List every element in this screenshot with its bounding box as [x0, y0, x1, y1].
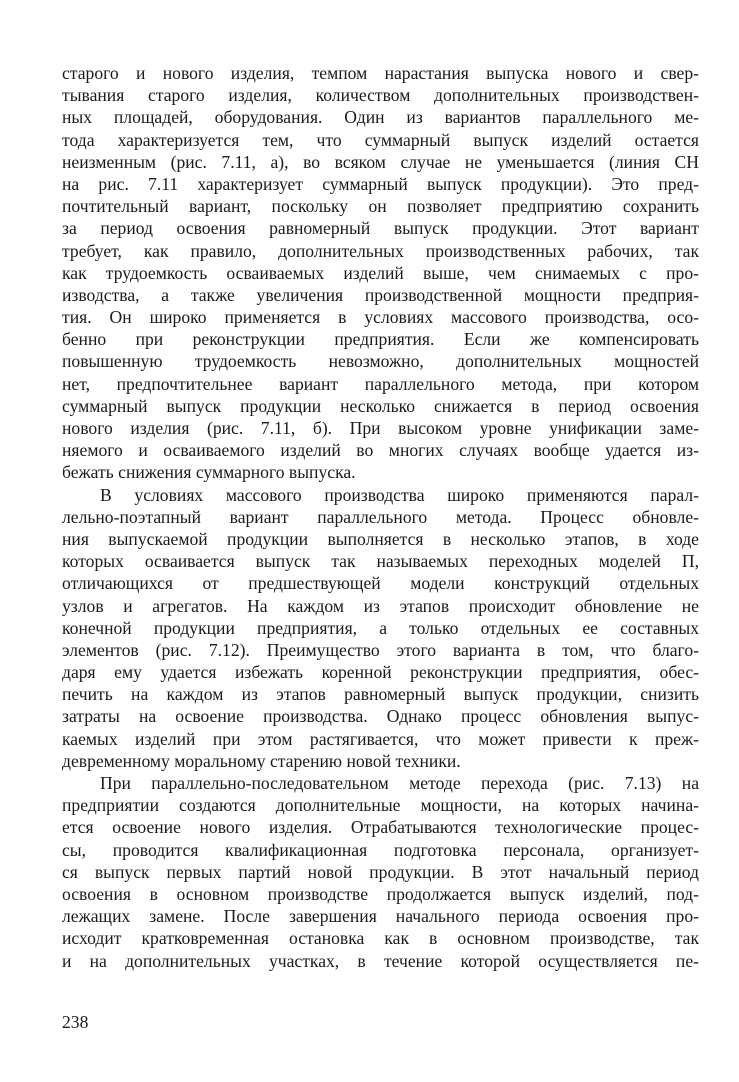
text-line: за период освоения равномерный выпуск продукции. Этот вариант	[62, 218, 699, 239]
paragraph-3	[62, 772, 699, 972]
text-line: старого и нового изделия, темпом нарастания выпуска нового и свер-	[62, 63, 699, 83]
text-line: тия. Он широко применяется в условиях массового производства, осо-	[62, 307, 699, 328]
text-line: на рис. 7.11 характеризует суммарный выпуск продукции). Это пред-	[62, 173, 699, 194]
text-line: требует, как правило, дополнительных производственных рабочих, так	[62, 240, 699, 261]
text-line: тода характеризуется тем, что суммарный выпуск изделий остается	[62, 129, 699, 150]
text-line: которых осваивается выпуск так называемых переходных моделей П,	[62, 551, 699, 572]
paragraph-1	[62, 62, 699, 484]
text-line: тывания старого изделия, количеством дополнительных производствен-	[62, 85, 699, 106]
text-line: суммарный выпуск продукции несколько снижается в период освоения	[62, 395, 699, 416]
text-line: предприятии создаются дополнительные мощности, на которых начина-	[62, 795, 699, 816]
text-line: узлов и агрегатов. На каждом из этапов происходит обновление не	[62, 595, 699, 616]
text-line: ных площадей, оборудования. Один из вариантов параллельного ме-	[62, 107, 699, 128]
text-line: изводства, а также увеличения производственной мощности предприя-	[62, 284, 699, 305]
text-line: элементов (рис. 7.12). Преимущество этого варианта в том, что благо-	[62, 639, 699, 660]
text-line: и на дополнительных участках, в течение которой осуществляется пе-	[62, 950, 699, 971]
text-line: лельно-поэтапный вариант параллельного метода. Процесс обновле-	[62, 506, 699, 527]
text-line: затраты на освоение производства. Однако процесс обновления выпус-	[62, 706, 699, 727]
text-line: повышенную трудоемкость невозможно, дополнительных мощностей	[62, 351, 699, 372]
text-line: девременному моральному старению новой техники.	[62, 750, 461, 771]
text-line: исходит кратковременная остановка как в основном производстве, так	[62, 928, 699, 949]
text-line: нет, предпочтительнее вариант параллельного метода, при котором	[62, 373, 699, 394]
text-line: как трудоемкость осваиваемых изделий выше, чем снимаемых с про-	[62, 262, 699, 283]
text-line: даря ему удается избежать коренной реконструкции предприятия, обес-	[62, 662, 699, 683]
text-line: ния выпускаемой продукции выполняется в несколько этапов, в ходе	[62, 528, 699, 549]
text-line: лежащих замене. После завершения начального периода освоения про-	[62, 906, 699, 927]
text-line: печить на каждом из этапов равномерный выпуск продукции, снизить	[62, 684, 699, 705]
text-line: ется освоение нового изделия. Отрабатываются технологические процес-	[62, 817, 699, 838]
paragraph-2	[62, 484, 699, 772]
text-line: бенно при реконструкции предприятия. Если же компенсировать	[62, 329, 699, 350]
text-line: нового изделия (рис. 7.11, б). При высоком уровне унификации заме-	[62, 418, 699, 438]
page-body	[62, 62, 699, 972]
text-line: каемых изделий при этом растягивается, что может привести к преж-	[62, 728, 699, 749]
text-line: При параллельно-последовательном методе перехода (рис. 7.13) на	[100, 773, 699, 793]
text-line: В условиях массового производства широко применяются парал-	[100, 484, 699, 505]
page-number: 238	[62, 1012, 89, 1032]
text-line: неизменным (рис. 7.11, а), во всяком случае не уменьшается (линия СН	[62, 151, 699, 172]
text-line: почтительный вариант, поскольку он позволяет предприятию сохранить	[62, 196, 699, 217]
text-line: освоения в основном производстве продолжается выпуск изделий, под-	[62, 883, 699, 904]
text-line: ся выпуск первых партий новой продукции. В этот начальный период	[62, 861, 699, 882]
text-line: сы, проводится квалификационная подготовка персонала, организует-	[62, 839, 699, 860]
text-line: бежать снижения суммарного выпуска.	[62, 462, 356, 483]
text-line: конечной продукции предприятия, а только отдельных ее составных	[62, 617, 699, 638]
text-line: отличающихся от предшествующей модели конструкций отдельных	[62, 573, 699, 594]
text-line: няемого и осваиваемого изделий во многих случаях вообще удается из-	[62, 440, 699, 461]
